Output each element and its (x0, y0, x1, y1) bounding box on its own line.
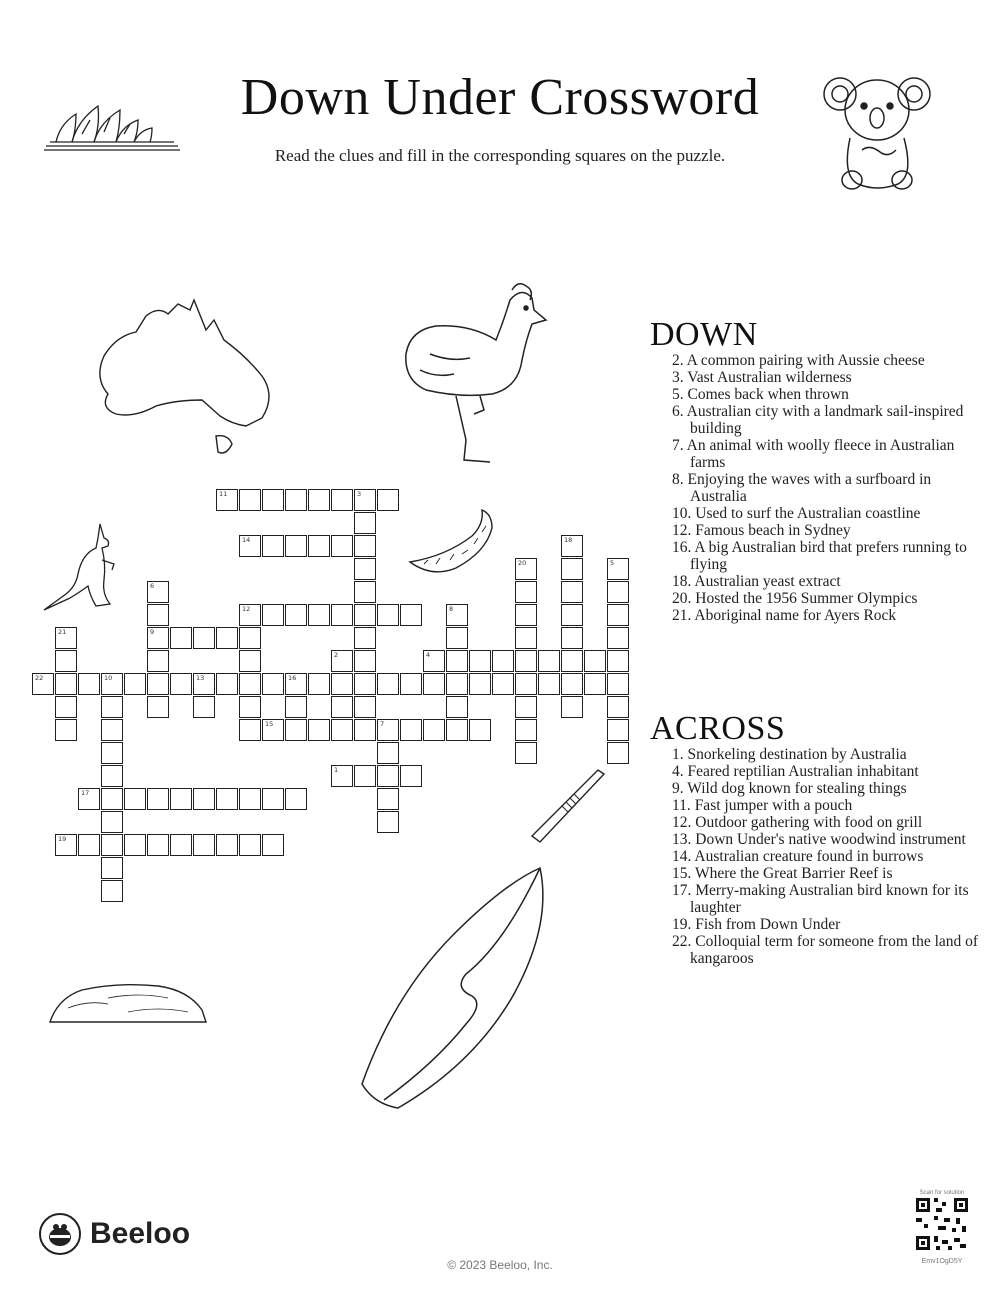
clue-text: Australian yeast extract (694, 573, 841, 590)
crossword-cell[interactable] (354, 627, 376, 649)
clue-text: Famous beach in Sydney (695, 522, 851, 539)
clue-number: 9. (672, 780, 688, 797)
clue-text: Outdoor gathering with food on grill (695, 814, 923, 831)
crossword-cell[interactable] (216, 834, 238, 856)
crossword-cell[interactable] (101, 719, 123, 741)
crossword-cell[interactable] (262, 788, 284, 810)
across-heading: ACROSS (650, 710, 786, 747)
surfboard-icon (354, 864, 554, 1114)
crossword-cell[interactable] (331, 489, 353, 511)
crossword-cell[interactable] (561, 673, 583, 695)
across-clue (650, 848, 990, 865)
crossword-cell[interactable] (239, 650, 261, 672)
down-clue (650, 505, 990, 522)
crossword-cell[interactable] (32, 673, 54, 695)
crossword-cell[interactable] (515, 696, 537, 718)
crossword-cell[interactable] (239, 788, 261, 810)
crossword-cell[interactable] (239, 696, 261, 718)
crossword-cell[interactable] (262, 604, 284, 626)
crossword-cell[interactable] (262, 673, 284, 695)
crossword-cell[interactable] (561, 581, 583, 603)
cell-number: 3 (357, 490, 362, 498)
across-clue (650, 865, 990, 882)
crossword-cell[interactable] (377, 604, 399, 626)
crossword-cell[interactable] (101, 788, 123, 810)
kangaroo-icon (40, 520, 124, 612)
crossword-cell[interactable] (538, 650, 560, 672)
clue-text: Australian creature found in burrows (694, 848, 924, 865)
crossword-cell[interactable] (55, 673, 77, 695)
crossword-cell[interactable] (561, 535, 583, 557)
cell-number: 8 (449, 605, 454, 613)
beeloo-brand (38, 1212, 190, 1256)
down-clue (650, 573, 990, 590)
crossword-cell[interactable] (308, 719, 330, 741)
crossword-cell[interactable] (515, 742, 537, 764)
crossword-cell[interactable] (101, 880, 123, 902)
crossword-cell[interactable] (331, 650, 353, 672)
bee-logo-icon (38, 1212, 82, 1256)
across-clues (650, 712, 990, 967)
crossword-cell[interactable] (239, 627, 261, 649)
clue-number: 16. (672, 539, 695, 556)
clue-text: Fish from Down Under (695, 916, 841, 933)
cell-number: 10 (104, 674, 113, 682)
crossword-cell[interactable] (515, 673, 537, 695)
cell-number: 4 (426, 651, 431, 659)
crossword-cell[interactable] (607, 719, 629, 741)
crossword-cell[interactable] (147, 581, 169, 603)
crossword-cell[interactable] (607, 673, 629, 695)
cell-number: 20 (518, 559, 527, 567)
clue-number: 19. (672, 916, 696, 933)
crossword-cell[interactable] (469, 719, 491, 741)
clue-number: 7. (672, 437, 687, 454)
crossword-cell[interactable] (515, 558, 537, 580)
cell-number: 11 (219, 490, 228, 498)
page-title: Down Under Crossword (240, 69, 760, 126)
crossword-cell[interactable] (607, 581, 629, 603)
crossword-cell[interactable] (377, 811, 399, 833)
crossword-cell[interactable] (101, 857, 123, 879)
crossword-cell[interactable] (607, 742, 629, 764)
clue-number: 4. (672, 763, 688, 780)
crossword-cell[interactable] (354, 673, 376, 695)
crossword-cell[interactable] (193, 696, 215, 718)
crossword-cell[interactable] (193, 834, 215, 856)
clue-text: Enjoying the waves with a surfboard in Australia (687, 471, 932, 505)
across-clue (650, 916, 990, 933)
crossword-cell[interactable] (354, 696, 376, 718)
clue-number: 2. (672, 352, 687, 369)
clue-text: Colloquial term for someone from the land of kangaroos (690, 933, 979, 967)
crossword-cell[interactable] (400, 673, 422, 695)
crossword-cell[interactable] (561, 650, 583, 672)
crossword-cell[interactable] (354, 512, 376, 534)
crossword-cell[interactable] (147, 788, 169, 810)
clue-text: Vast Australian wilderness (687, 369, 852, 386)
crossword-cell[interactable] (377, 489, 399, 511)
clue-number: 3. (672, 369, 688, 386)
crossword-cell[interactable] (147, 650, 169, 672)
crossword-cell[interactable] (400, 765, 422, 787)
clue-number: 12. (672, 814, 696, 831)
down-clue (650, 471, 990, 505)
clue-number: 6. (672, 403, 687, 420)
crossword-cell[interactable] (400, 604, 422, 626)
crossword-cell[interactable] (308, 489, 330, 511)
crossword-cell[interactable] (331, 535, 353, 557)
solution-qr[interactable] (912, 1190, 972, 1265)
crossword-cell[interactable] (101, 765, 123, 787)
crossword-cell[interactable] (193, 673, 215, 695)
crossword-cell[interactable] (285, 604, 307, 626)
crossword-cell[interactable] (101, 834, 123, 856)
clue-text: A common pairing with Aussie cheese (686, 352, 925, 369)
crossword-cell[interactable] (446, 673, 468, 695)
crossword-cell[interactable] (78, 788, 100, 810)
down-clue (650, 386, 990, 403)
didgeridoo-icon (528, 764, 608, 844)
crossword-cell[interactable] (239, 535, 261, 557)
crossword-cell[interactable] (262, 489, 284, 511)
clue-text: Aboriginal name for Ayers Rock (694, 607, 897, 624)
clue-text: An animal with woolly fleece in Australian farms (686, 437, 955, 471)
crossword-cell[interactable] (354, 604, 376, 626)
down-heading: DOWN (650, 316, 758, 353)
crossword-cell[interactable] (469, 673, 491, 695)
clue-number: 18. (672, 573, 695, 590)
crossword-cell[interactable] (377, 719, 399, 741)
down-clue (650, 369, 990, 386)
cell-number: 19 (58, 835, 67, 843)
cell-number: 17 (81, 789, 90, 797)
across-clue (650, 814, 990, 831)
clue-text: Used to surf the Australian coastline (695, 505, 921, 522)
clue-text: Fast jumper with a pouch (694, 797, 853, 814)
crossword-cell[interactable] (124, 834, 146, 856)
crossword-cell[interactable] (239, 604, 261, 626)
emu-icon (400, 280, 552, 466)
crossword-cell[interactable] (515, 627, 537, 649)
clue-number: 11. (672, 797, 695, 814)
crossword-cell[interactable] (170, 788, 192, 810)
uluru-icon (48, 978, 208, 1030)
clue-number: 5. (672, 386, 688, 403)
clue-number: 13. (672, 831, 696, 848)
across-clue (650, 746, 990, 763)
crossword-cell[interactable] (55, 834, 77, 856)
across-clue (650, 797, 990, 814)
crossword-cell[interactable] (515, 650, 537, 672)
down-clue (650, 352, 990, 369)
clue-number: 8. (672, 471, 688, 488)
crossword-cell[interactable] (561, 696, 583, 718)
qr-code-icon[interactable] (914, 1196, 970, 1252)
crossword-cell[interactable] (377, 673, 399, 695)
crossword-cell[interactable] (285, 535, 307, 557)
clue-number: 22. (672, 933, 696, 950)
qr-code-text: Emv1OgD5Y (921, 1258, 963, 1265)
crossword-cell[interactable] (285, 489, 307, 511)
copyright: © 2023 Beeloo, Inc. (447, 1258, 553, 1272)
crossword-cell[interactable] (147, 673, 169, 695)
crossword-cell[interactable] (354, 535, 376, 557)
crossword-cell[interactable] (377, 788, 399, 810)
crossword-cell[interactable] (147, 604, 169, 626)
cell-number: 18 (564, 536, 573, 544)
cell-number: 9 (150, 628, 155, 636)
cell-number: 21 (58, 628, 67, 636)
cell-number: 2 (334, 651, 339, 659)
clue-number: 21. (672, 607, 695, 624)
clue-text: Comes back when thrown (687, 386, 849, 403)
crossword-cell[interactable] (285, 788, 307, 810)
down-clues (650, 318, 990, 624)
crossword-cell[interactable] (446, 650, 468, 672)
clue-number: 1. (672, 746, 688, 763)
crossword-cell[interactable] (170, 834, 192, 856)
cell-number: 16 (288, 674, 297, 682)
crossword-cell[interactable] (446, 627, 468, 649)
crossword-cell[interactable] (423, 673, 445, 695)
crossword-cell[interactable] (561, 604, 583, 626)
crossword-cell[interactable] (216, 489, 238, 511)
crossword-cell[interactable] (239, 834, 261, 856)
cell-number: 7 (380, 720, 385, 728)
cell-number: 15 (265, 720, 274, 728)
crossword-cell[interactable] (423, 719, 445, 741)
crossword-cell[interactable] (216, 627, 238, 649)
crossword-cell[interactable] (78, 834, 100, 856)
across-clue (650, 763, 990, 780)
cell-number: 6 (150, 582, 155, 590)
crossword-cell[interactable] (239, 489, 261, 511)
crossword-cell[interactable] (101, 673, 123, 695)
clue-text: Wild dog known for stealing things (687, 780, 907, 797)
crossword-cell[interactable] (101, 811, 123, 833)
crossword-cell[interactable] (584, 673, 606, 695)
cell-number: 22 (35, 674, 44, 682)
crossword-cell[interactable] (262, 719, 284, 741)
down-clue (650, 539, 990, 573)
crossword-cell[interactable] (607, 604, 629, 626)
clue-text: Where the Great Barrier Reef is (694, 865, 893, 882)
clue-text: Hosted the 1956 Summer Olympics (695, 590, 918, 607)
crossword-cell[interactable] (607, 627, 629, 649)
clue-text: Feared reptilian Australian inhabitant (687, 763, 919, 780)
across-clue (650, 882, 990, 916)
crossword-cell[interactable] (170, 627, 192, 649)
crossword-cell[interactable] (515, 581, 537, 603)
cell-number: 14 (242, 536, 251, 544)
crossword-cell[interactable] (331, 696, 353, 718)
boomerang-icon (406, 506, 496, 576)
crossword-cell[interactable] (331, 719, 353, 741)
down-clue (650, 403, 990, 437)
crossword-cell[interactable] (147, 834, 169, 856)
cell-number: 13 (196, 674, 205, 682)
crossword-cell[interactable] (423, 650, 445, 672)
crossword-cell[interactable] (354, 489, 376, 511)
crossword-cell[interactable] (446, 604, 468, 626)
crossword-cell[interactable] (216, 788, 238, 810)
qr-caption: Scan for solution (919, 1190, 965, 1196)
crossword-cell[interactable] (193, 627, 215, 649)
crossword-cell[interactable] (354, 719, 376, 741)
crossword-cell[interactable] (607, 696, 629, 718)
clue-text: Down Under's native woodwind instrument (695, 831, 966, 848)
crossword-cell[interactable] (170, 673, 192, 695)
crossword-cell[interactable] (469, 650, 491, 672)
crossword-cell[interactable] (285, 673, 307, 695)
crossword-cell[interactable] (55, 627, 77, 649)
clue-number: 17. (672, 882, 696, 899)
crossword-cell[interactable] (584, 650, 606, 672)
crossword-cell[interactable] (308, 673, 330, 695)
across-clue-list (650, 746, 990, 967)
crossword-cell[interactable] (78, 673, 100, 695)
crossword-cell[interactable] (101, 742, 123, 764)
clue-text: Snorkeling destination by Australia (687, 746, 907, 763)
crossword-cell[interactable] (308, 535, 330, 557)
crossword-cell[interactable] (239, 673, 261, 695)
crossword-cell[interactable] (331, 604, 353, 626)
crossword-cell[interactable] (101, 696, 123, 718)
clue-number: 20. (672, 590, 696, 607)
crossword-cell[interactable] (561, 627, 583, 649)
crossword-cell[interactable] (538, 673, 560, 695)
crossword-cell[interactable] (147, 696, 169, 718)
crossword-cell[interactable] (492, 673, 514, 695)
clue-text: A big Australian bird that prefers running to flying (690, 539, 967, 573)
clue-number: 12. (672, 522, 696, 539)
down-clue-list (650, 352, 990, 624)
across-clue (650, 933, 990, 967)
clue-number: 14. (672, 848, 695, 865)
crossword-cell[interactable] (400, 719, 422, 741)
crossword-cell[interactable] (55, 696, 77, 718)
crossword-cell[interactable] (262, 834, 284, 856)
crossword-cell[interactable] (124, 673, 146, 695)
crossword-cell[interactable] (515, 719, 537, 741)
australia-map-icon (86, 296, 282, 460)
crossword-cell[interactable] (446, 719, 468, 741)
crossword-cell[interactable] (285, 696, 307, 718)
cell-number: 5 (610, 559, 615, 567)
crossword-cell[interactable] (607, 650, 629, 672)
across-clue (650, 780, 990, 797)
down-clue (650, 522, 990, 539)
crossword-cell[interactable] (377, 742, 399, 764)
down-clue (650, 590, 990, 607)
clue-number: 15. (672, 865, 695, 882)
crossword-cell[interactable] (308, 604, 330, 626)
across-clue (650, 831, 990, 848)
brand-name: Beeloo (90, 1217, 191, 1250)
crossword-cell[interactable] (354, 650, 376, 672)
crossword-cell[interactable] (377, 765, 399, 787)
crossword-cell[interactable] (492, 650, 514, 672)
crossword-cell[interactable] (331, 673, 353, 695)
crossword-cell[interactable] (354, 558, 376, 580)
crossword-cell[interactable] (354, 765, 376, 787)
crossword-cell[interactable] (331, 765, 353, 787)
crossword-cell[interactable] (147, 627, 169, 649)
page-subtitle: Read the clues and fill in the corresponding squares on the puzzle. (274, 146, 726, 165)
crossword-cell[interactable] (124, 788, 146, 810)
down-clue (650, 437, 990, 471)
cell-number: 1 (334, 766, 339, 774)
crossword-cell[interactable] (239, 719, 261, 741)
crossword-cell[interactable] (285, 719, 307, 741)
clue-number: 10. (672, 505, 696, 522)
clue-text: Australian city with a landmark sail-inspired building (686, 403, 964, 437)
crossword-cell[interactable] (515, 604, 537, 626)
crossword-cell[interactable] (561, 558, 583, 580)
cell-number: 12 (242, 605, 251, 613)
crossword-cell[interactable] (607, 558, 629, 580)
crossword-cell[interactable] (55, 650, 77, 672)
down-clue (650, 607, 990, 624)
crossword-cell[interactable] (55, 719, 77, 741)
clue-text: Merry-making Australian bird known for its laughter (690, 882, 969, 916)
crossword-cell[interactable] (446, 696, 468, 718)
crossword-cell[interactable] (193, 788, 215, 810)
crossword-cell[interactable] (216, 673, 238, 695)
crossword-cell[interactable] (354, 581, 376, 603)
crossword-cell[interactable] (262, 535, 284, 557)
